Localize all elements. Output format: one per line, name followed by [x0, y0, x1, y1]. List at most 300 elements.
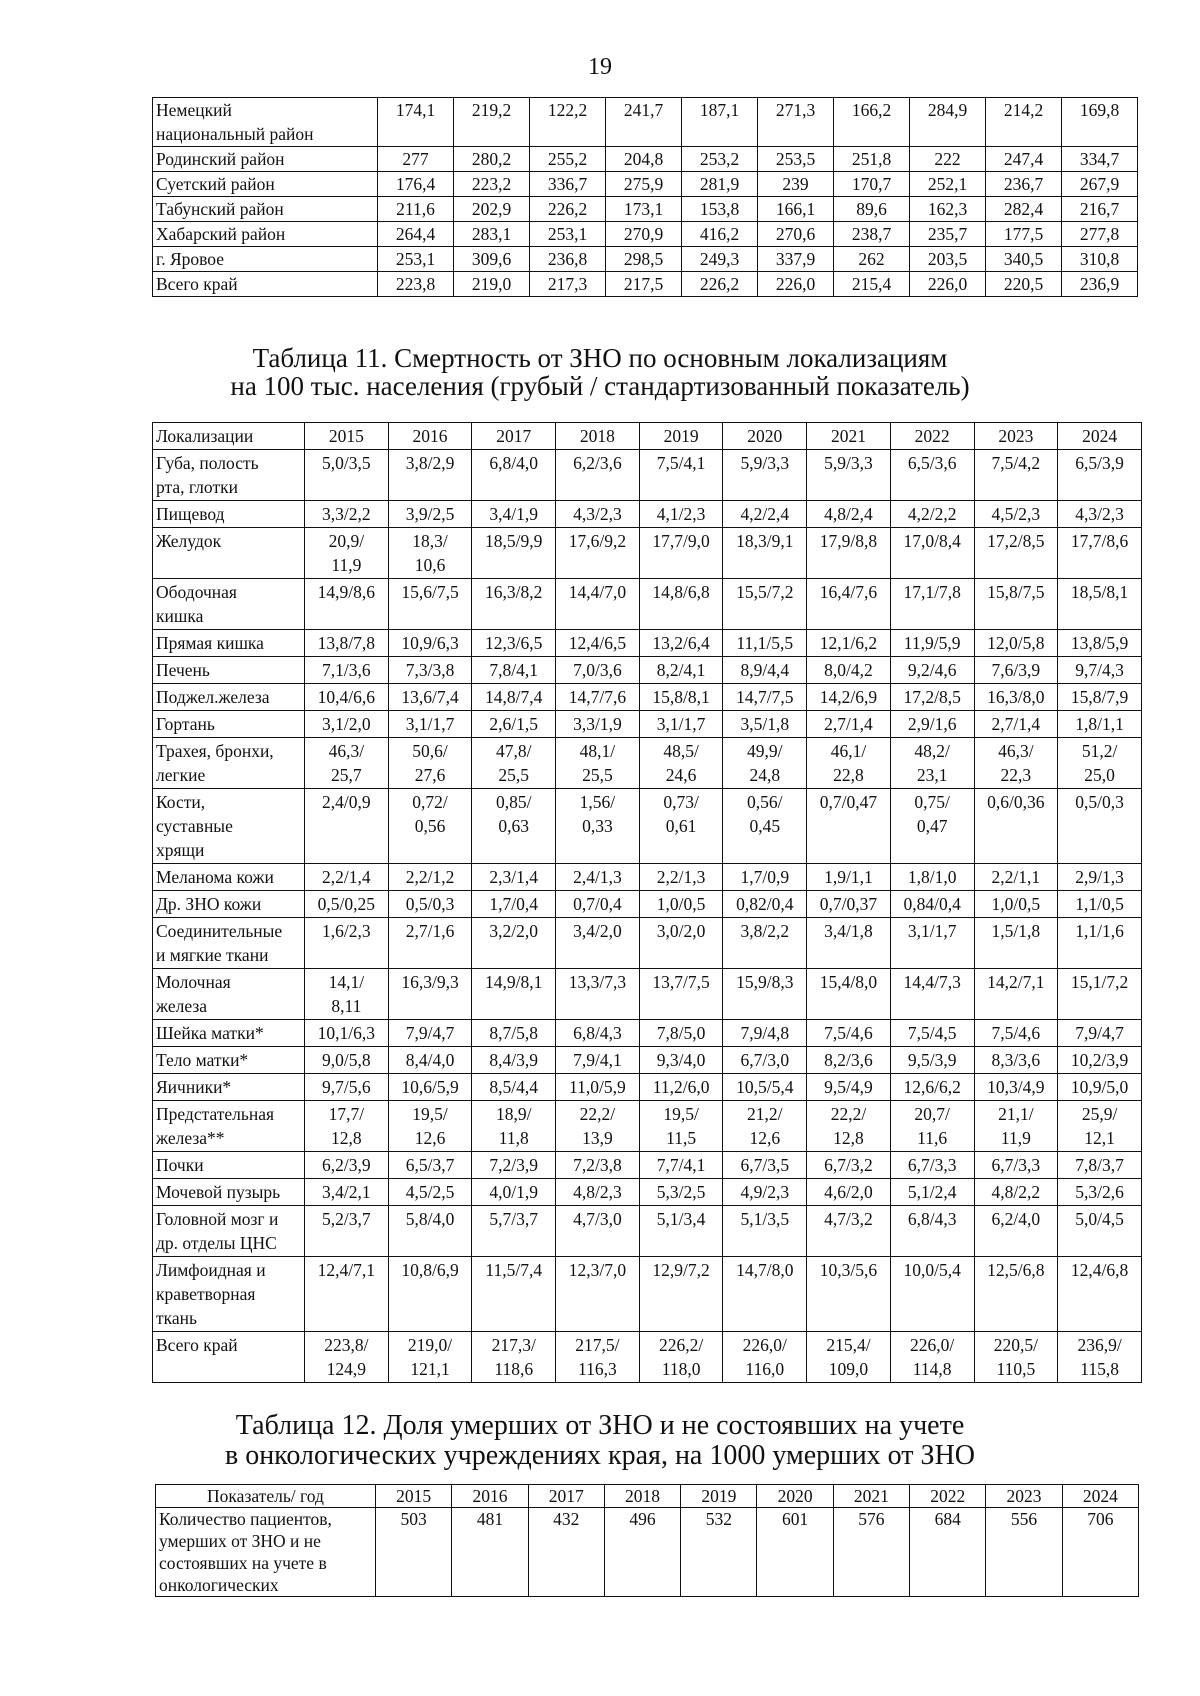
table-cell: 251,8	[834, 147, 910, 172]
table-cell: 1,0/0,5	[974, 891, 1058, 918]
table-cell: 8,5/4,4	[472, 1074, 556, 1101]
table-row	[153, 528, 1142, 579]
column-header: 2017	[528, 1485, 604, 1508]
table-cell: 0,5/0,3	[388, 891, 472, 918]
table-row	[153, 197, 1138, 222]
table-cell: 1,6/2,3	[305, 918, 389, 969]
table-row	[153, 450, 1142, 501]
table-cell: 3,1/1,7	[890, 918, 974, 969]
table-row	[153, 657, 1142, 684]
table-cell: 6,2/3,6	[556, 450, 640, 501]
table-cell: 262	[834, 247, 910, 272]
table-cell: 3,1/1,7	[388, 711, 472, 738]
table-cell: 0,82/0,4	[723, 891, 807, 918]
table-cell: 7,2/3,8	[556, 1152, 640, 1179]
table-cell: 14,1/ 8,11	[305, 969, 389, 1020]
table-cell: 169,8	[1062, 98, 1138, 147]
table-cell: 3,4/2,0	[556, 918, 640, 969]
table-cell: 11,2/6,0	[639, 1074, 723, 1101]
table11-caption	[0, 344, 1200, 400]
table-cell: 9,2/4,6	[890, 657, 974, 684]
table-cell: 153,8	[682, 197, 758, 222]
table-cell: 0,7/0,37	[807, 891, 891, 918]
indicator-label: Количество пациентов, умерших от ЗНО и не состоявших на учете в онкологических	[156, 1508, 376, 1597]
column-header: 2015	[305, 423, 389, 450]
table-cell: 46,1/ 22,8	[807, 738, 891, 789]
table-cell: 177,5	[986, 222, 1062, 247]
page-number: 19	[588, 54, 612, 80]
column-header: Показатель/ год	[156, 1485, 376, 1508]
table-cell: 51,2/ 25,0	[1058, 738, 1142, 789]
table-cell: 204,8	[606, 147, 682, 172]
table-cell: 226,0/ 114,8	[890, 1332, 974, 1383]
table-cell: 226,0	[758, 272, 834, 297]
table-row	[153, 222, 1138, 247]
table-row	[153, 891, 1142, 918]
table-cell: 9,7/5,6	[305, 1074, 389, 1101]
table-row	[153, 98, 1138, 147]
column-header: 2020	[757, 1485, 833, 1508]
localization-label: Шейка матки*	[153, 1020, 305, 1047]
table-cell: 15,5/7,2	[723, 579, 807, 630]
column-header: 2024	[1058, 423, 1142, 450]
table-cell: 4,8/2,3	[556, 1179, 640, 1206]
table-cell: 0,56/ 0,45	[723, 789, 807, 864]
table-cell: 1,5/1,8	[974, 918, 1058, 969]
table-cell: 5,2/3,7	[305, 1206, 389, 1257]
table-cell: 219,2	[454, 98, 530, 147]
localization-label: Мочевой пузырь	[153, 1179, 305, 1206]
column-header: 2023	[986, 1485, 1062, 1508]
mortality-by-localization-table	[152, 422, 1142, 1383]
table-cell: 19,5/ 11,5	[639, 1101, 723, 1152]
row-label: Родинский район	[153, 147, 378, 172]
table-cell: 122,2	[530, 98, 606, 147]
table-row	[153, 272, 1138, 297]
table-cell: 3,1/1,7	[639, 711, 723, 738]
table-cell: 50,6/ 27,6	[388, 738, 472, 789]
table-cell: 18,5/9,9	[472, 528, 556, 579]
column-header: 2023	[974, 423, 1058, 450]
table12-caption-line2: в онкологических учреждениях края, на 1000 умерших от ЗНО	[224, 1440, 976, 1471]
row-label: Суетский район	[153, 172, 378, 197]
table-row	[153, 1257, 1142, 1332]
table-cell: 14,2/6,9	[807, 684, 891, 711]
table-cell: 0,72/ 0,56	[388, 789, 472, 864]
table-cell: 12,0/5,8	[974, 630, 1058, 657]
table-cell: 5,8/4,0	[388, 1206, 472, 1257]
table-cell: 8,7/5,8	[472, 1020, 556, 1047]
table-cell: 12,4/6,5	[556, 630, 640, 657]
table-cell: 215,4/ 109,0	[807, 1332, 891, 1383]
table-cell: 12,4/7,1	[305, 1257, 389, 1332]
table-cell: 6,5/3,9	[1058, 450, 1142, 501]
table-cell: 9,5/3,9	[890, 1047, 974, 1074]
table-cell: 2,9/1,6	[890, 711, 974, 738]
row-label: Всего край	[153, 272, 378, 297]
table-cell: 8,2/4,1	[639, 657, 723, 684]
table-cell: 7,5/4,2	[974, 450, 1058, 501]
column-header: 2018	[604, 1485, 680, 1508]
table-cell: 5,1/3,5	[723, 1206, 807, 1257]
table-cell: 2,9/1,3	[1058, 864, 1142, 891]
table-cell: 6,5/3,6	[890, 450, 974, 501]
table-cell: 17,2/8,5	[974, 528, 1058, 579]
table-cell: 15,4/8,0	[807, 969, 891, 1020]
table-row	[153, 738, 1142, 789]
table-cell: 3,3/1,9	[556, 711, 640, 738]
column-header: 2019	[681, 1485, 757, 1508]
table-row	[153, 1152, 1142, 1179]
table-cell: 17,9/8,8	[807, 528, 891, 579]
table-cell: 3,2/2,0	[472, 918, 556, 969]
table-cell: 4,5/2,3	[974, 501, 1058, 528]
table-row	[153, 789, 1142, 864]
table-cell: 176,4	[378, 172, 454, 197]
table-cell: 14,7/8,0	[723, 1257, 807, 1332]
localization-label: Почки	[153, 1152, 305, 1179]
table-cell: 16,4/7,6	[807, 579, 891, 630]
table-cell: 4,2/2,4	[723, 501, 807, 528]
table-cell: 173,1	[606, 197, 682, 222]
table-cell: 1,1/0,5	[1058, 891, 1142, 918]
table-cell: 226,2/ 118,0	[639, 1332, 723, 1383]
table-cell: 6,8/4,3	[890, 1206, 974, 1257]
table-cell: 14,8/6,8	[639, 579, 723, 630]
table-cell: 10,0/5,4	[890, 1257, 974, 1332]
table-cell: 277	[378, 147, 454, 172]
table-cell: 22,2/ 13,9	[556, 1101, 640, 1152]
table-cell: 6,7/3,0	[723, 1047, 807, 1074]
table11-caption-line2: на 100 тыс. населения (грубый / стандартизованный показатель)	[230, 371, 970, 401]
table-cell: 0,85/ 0,63	[472, 789, 556, 864]
table-cell: 216,7	[1062, 197, 1138, 222]
localization-label: Печень	[153, 657, 305, 684]
table-row	[153, 630, 1142, 657]
table-cell: 706	[1062, 1508, 1138, 1597]
table-cell: 217,5	[606, 272, 682, 297]
table-cell: 503	[376, 1508, 452, 1597]
header-row	[156, 1485, 1139, 1508]
table-cell: 17,7/9,0	[639, 528, 723, 579]
table-cell: 217,3	[530, 272, 606, 297]
column-header: 2015	[376, 1485, 452, 1508]
table-cell: 15,8/7,9	[1058, 684, 1142, 711]
localization-label: Молочная железа	[153, 969, 305, 1020]
localization-label: Гортань	[153, 711, 305, 738]
table-cell: 15,1/7,2	[1058, 969, 1142, 1020]
table-cell: 10,8/6,9	[388, 1257, 472, 1332]
table-cell: 219,0/ 121,1	[388, 1332, 472, 1383]
table-row	[156, 1508, 1139, 1597]
table-row	[153, 147, 1138, 172]
table-cell: 8,4/3,9	[472, 1047, 556, 1074]
table-cell: 4,9/2,3	[723, 1179, 807, 1206]
table-cell: 247,4	[986, 147, 1062, 172]
table-cell: 226,0	[910, 272, 986, 297]
table-row	[153, 969, 1142, 1020]
table-cell: 3,4/2,1	[305, 1179, 389, 1206]
table-cell: 253,2	[682, 147, 758, 172]
table-cell: 277,8	[1062, 222, 1138, 247]
localization-label: Кости, суставные хрящи	[153, 789, 305, 864]
table-cell: 3,4/1,9	[472, 501, 556, 528]
table-cell: 340,5	[986, 247, 1062, 272]
table-cell: 46,3/ 25,7	[305, 738, 389, 789]
table-row	[153, 1074, 1142, 1101]
table-cell: 236,9	[1062, 272, 1138, 297]
table-cell: 14,4/7,0	[556, 579, 640, 630]
table-cell: 2,4/0,9	[305, 789, 389, 864]
table-cell: 309,6	[454, 247, 530, 272]
table-cell: 6,7/3,2	[807, 1152, 891, 1179]
table-cell: 10,9/6,3	[388, 630, 472, 657]
table-cell: 9,7/4,3	[1058, 657, 1142, 684]
table-cell: 2,7/1,4	[807, 711, 891, 738]
table-cell: 187,1	[682, 98, 758, 147]
table-cell: 7,6/3,9	[974, 657, 1058, 684]
table-cell: 684	[910, 1508, 986, 1597]
table-cell: 7,3/3,8	[388, 657, 472, 684]
table-cell: 5,0/4,5	[1058, 1206, 1142, 1257]
table-cell: 18,9/ 11,8	[472, 1101, 556, 1152]
unregistered-deaths-table	[155, 1484, 1139, 1597]
table-cell: 334,7	[1062, 147, 1138, 172]
table-cell: 7,0/3,6	[556, 657, 640, 684]
table-cell: 1,0/0,5	[639, 891, 723, 918]
table-cell: 238,7	[834, 222, 910, 247]
table-cell: 2,7/1,6	[388, 918, 472, 969]
table-cell: 283,1	[454, 222, 530, 247]
table-cell: 270,9	[606, 222, 682, 247]
table-cell: 19,5/ 12,6	[388, 1101, 472, 1152]
table-cell: 10,3/4,9	[974, 1074, 1058, 1101]
localization-label: Меланома кожи	[153, 864, 305, 891]
table-cell: 18,3/ 10,6	[388, 528, 472, 579]
row-label: Немецкий национальный район	[153, 98, 378, 147]
table-cell: 203,5	[910, 247, 986, 272]
table-cell: 15,8/8,1	[639, 684, 723, 711]
table-cell: 6,7/3,3	[974, 1152, 1058, 1179]
table-cell: 21,1/ 11,9	[974, 1101, 1058, 1152]
table-cell: 8,9/4,4	[723, 657, 807, 684]
table-cell: 2,7/1,4	[974, 711, 1058, 738]
column-header: 2021	[833, 1485, 909, 1508]
table-cell: 3,8/2,9	[388, 450, 472, 501]
table-row	[153, 864, 1142, 891]
table-cell: 4,2/2,2	[890, 501, 974, 528]
table-cell: 3,5/1,8	[723, 711, 807, 738]
table-cell: 20,7/ 11,6	[890, 1101, 974, 1152]
table-cell: 4,3/2,3	[1058, 501, 1142, 528]
table-cell: 10,6/5,9	[388, 1074, 472, 1101]
table-cell: 223,8	[378, 272, 454, 297]
table-cell: 162,3	[910, 197, 986, 222]
table-cell: 3,4/1,8	[807, 918, 891, 969]
table12-caption	[0, 1411, 1200, 1471]
localization-label: Поджел.железа	[153, 684, 305, 711]
table-cell: 4,8/2,4	[807, 501, 891, 528]
localization-label: Яичники*	[153, 1074, 305, 1101]
localization-label: Предстательная железа**	[153, 1101, 305, 1152]
table-cell: 481	[452, 1508, 528, 1597]
table-cell: 226,2	[530, 197, 606, 222]
table-cell: 532	[681, 1508, 757, 1597]
table-row	[153, 247, 1138, 272]
table-cell: 7,9/4,7	[388, 1020, 472, 1047]
table-cell: 7,5/4,6	[974, 1020, 1058, 1047]
table-cell: 8,3/3,6	[974, 1047, 1058, 1074]
table-cell: 12,6/6,2	[890, 1074, 974, 1101]
localization-label: Лимфоидная и краветворная ткань	[153, 1257, 305, 1332]
column-header: 2019	[639, 423, 723, 450]
table-cell: 4,0/1,9	[472, 1179, 556, 1206]
table-cell: 6,2/4,0	[974, 1206, 1058, 1257]
table-cell: 2,2/1,2	[388, 864, 472, 891]
table-cell: 1,1/1,6	[1058, 918, 1142, 969]
table-cell: 46,3/ 22,3	[974, 738, 1058, 789]
table-cell: 0,5/0,3	[1058, 789, 1142, 864]
table-cell: 310,8	[1062, 247, 1138, 272]
table-cell: 214,2	[986, 98, 1062, 147]
table-cell: 8,4/4,0	[388, 1047, 472, 1074]
table-cell: 496	[604, 1508, 680, 1597]
table-cell: 13,2/6,4	[639, 630, 723, 657]
table-cell: 10,3/5,6	[807, 1257, 891, 1332]
table-cell: 14,9/8,6	[305, 579, 389, 630]
table-cell: 226,2	[682, 272, 758, 297]
table-cell: 220,5/ 110,5	[974, 1332, 1058, 1383]
table-cell: 280,2	[454, 147, 530, 172]
table-cell: 7,9/4,1	[556, 1047, 640, 1074]
table-cell: 236,8	[530, 247, 606, 272]
table-cell: 249,3	[682, 247, 758, 272]
table-cell: 215,4	[834, 272, 910, 297]
localization-label: Соединительные и мягкие ткани	[153, 918, 305, 969]
table-cell: 48,1/ 25,5	[556, 738, 640, 789]
table-row	[153, 501, 1142, 528]
table-cell: 4,6/2,0	[807, 1179, 891, 1206]
table-cell: 7,8/3,7	[1058, 1152, 1142, 1179]
table-cell: 1,7/0,9	[723, 864, 807, 891]
table-cell: 7,5/4,5	[890, 1020, 974, 1047]
localization-label: Трахея, бронхи, легкие	[153, 738, 305, 789]
table-cell: 0,7/0,47	[807, 789, 891, 864]
table-cell: 89,6	[834, 197, 910, 222]
column-header: 2021	[807, 423, 891, 450]
table-cell: 12,9/7,2	[639, 1257, 723, 1332]
table-cell: 0,73/ 0,61	[639, 789, 723, 864]
table-row	[153, 711, 1142, 738]
table-cell: 556	[986, 1508, 1062, 1597]
table-cell: 14,2/7,1	[974, 969, 1058, 1020]
column-header: 2022	[910, 1485, 986, 1508]
table-cell: 16,3/8,2	[472, 579, 556, 630]
table-cell: 13,8/7,8	[305, 630, 389, 657]
table-cell: 3,9/2,5	[388, 501, 472, 528]
column-header: 2016	[452, 1485, 528, 1508]
table-cell: 235,7	[910, 222, 986, 247]
table-cell: 7,8/4,1	[472, 657, 556, 684]
table-cell: 15,9/8,3	[723, 969, 807, 1020]
table-cell: 223,2	[454, 172, 530, 197]
table-cell: 267,9	[1062, 172, 1138, 197]
table-cell: 7,5/4,6	[807, 1020, 891, 1047]
table-cell: 253,1	[530, 222, 606, 247]
table-cell: 13,8/5,9	[1058, 630, 1142, 657]
table-cell: 10,9/5,0	[1058, 1074, 1142, 1101]
table-cell: 47,8/ 25,5	[472, 738, 556, 789]
column-header: Локализации	[153, 423, 305, 450]
table-cell: 281,9	[682, 172, 758, 197]
header-row	[153, 423, 1142, 450]
table-cell: 236,7	[986, 172, 1062, 197]
table-cell: 223,8/ 124,9	[305, 1332, 389, 1383]
table-cell: 17,1/7,8	[890, 579, 974, 630]
table-row	[153, 1020, 1142, 1047]
table-cell: 7,7/4,1	[639, 1152, 723, 1179]
table-cell: 236,9/ 115,8	[1058, 1332, 1142, 1383]
table-row	[153, 1179, 1142, 1206]
table-cell: 14,4/7,3	[890, 969, 974, 1020]
table-cell: 5,0/3,5	[305, 450, 389, 501]
table-cell: 217,5/ 116,3	[556, 1332, 640, 1383]
table-cell: 7,1/3,6	[305, 657, 389, 684]
table-cell: 2,3/1,4	[472, 864, 556, 891]
table-cell: 202,9	[454, 197, 530, 222]
table-cell: 264,4	[378, 222, 454, 247]
table-cell: 166,1	[758, 197, 834, 222]
table-cell: 2,4/1,3	[556, 864, 640, 891]
table-cell: 11,1/5,5	[723, 630, 807, 657]
table-cell: 576	[833, 1508, 909, 1597]
table-cell: 5,9/3,3	[807, 450, 891, 501]
table-cell: 10,2/3,9	[1058, 1047, 1142, 1074]
table-row	[153, 1101, 1142, 1152]
table-cell: 432	[528, 1508, 604, 1597]
table-cell: 18,3/9,1	[723, 528, 807, 579]
table-cell: 217,3/ 118,6	[472, 1332, 556, 1383]
table-cell: 16,3/9,3	[388, 969, 472, 1020]
table-cell: 284,9	[910, 98, 986, 147]
table-cell: 21,2/ 12,6	[723, 1101, 807, 1152]
table-cell: 5,7/3,7	[472, 1206, 556, 1257]
row-label: Хабарский район	[153, 222, 378, 247]
table-cell: 0,5/0,25	[305, 891, 389, 918]
table-cell: 8,2/3,6	[807, 1047, 891, 1074]
table-cell: 8,0/4,2	[807, 657, 891, 684]
table-cell: 270,6	[758, 222, 834, 247]
column-header: 2018	[556, 423, 640, 450]
column-header: 2024	[1062, 1485, 1138, 1508]
table-cell: 2,2/1,1	[974, 864, 1058, 891]
table-cell: 2,6/1,5	[472, 711, 556, 738]
table-cell: 4,1/2,3	[639, 501, 723, 528]
table-cell: 17,7/ 12,8	[305, 1101, 389, 1152]
table-cell: 0,7/0,4	[556, 891, 640, 918]
table-cell: 5,1/2,4	[890, 1179, 974, 1206]
table-cell: 416,2	[682, 222, 758, 247]
table-cell: 3,0/2,0	[639, 918, 723, 969]
table-cell: 7,5/4,1	[639, 450, 723, 501]
table-cell: 12,3/6,5	[472, 630, 556, 657]
table-cell: 14,7/7,5	[723, 684, 807, 711]
table-cell: 0,84/0,4	[890, 891, 974, 918]
table-cell: 14,8/7,4	[472, 684, 556, 711]
table-cell: 11,9/5,9	[890, 630, 974, 657]
table-cell: 3,3/2,2	[305, 501, 389, 528]
table-cell: 601	[757, 1508, 833, 1597]
